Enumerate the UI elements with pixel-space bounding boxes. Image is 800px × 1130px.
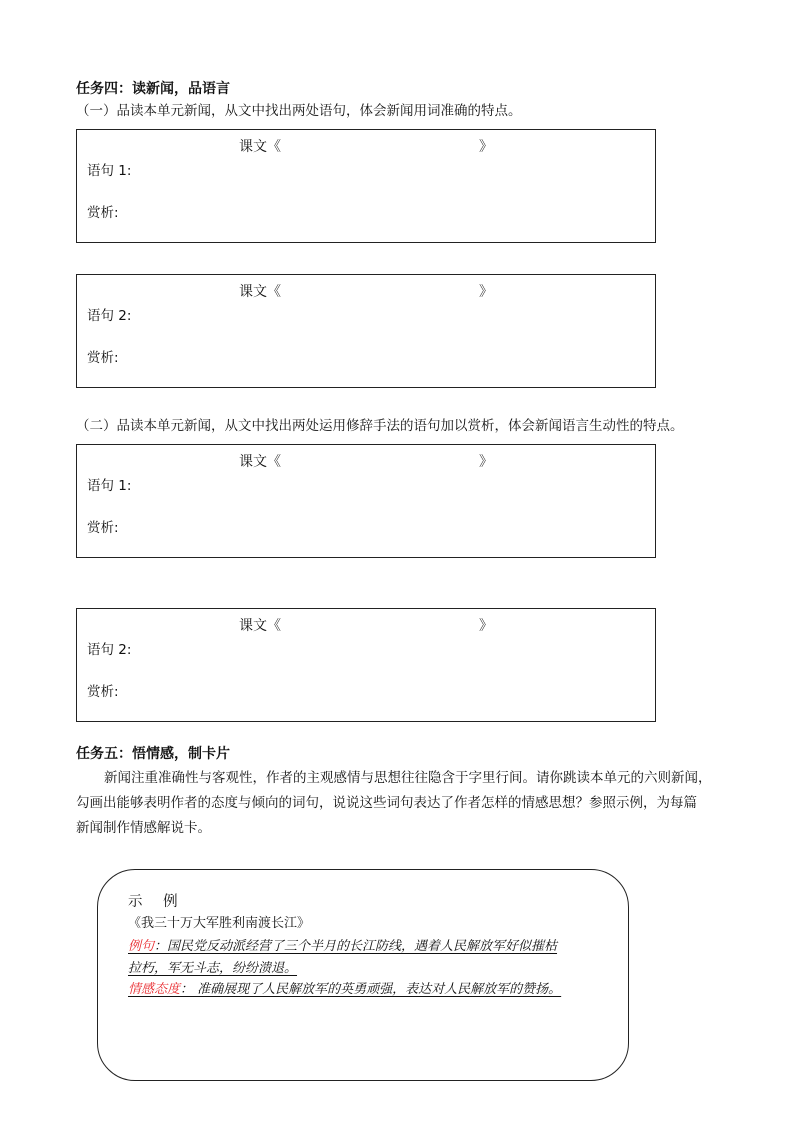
example-sentence-label: 例句 <box>128 939 155 954</box>
course-close: 》 <box>479 618 493 634</box>
answer-box-3 <box>76 444 656 558</box>
course-open: 课文《 <box>239 454 281 470</box>
task4-part1-intro: （一）品读本单元新闻，从文中找出两处语句，体会新闻用词准确的特点。 <box>76 103 522 119</box>
appreciation-label: 赏析: <box>87 684 119 700</box>
course-close: 》 <box>479 284 493 300</box>
example-card <box>97 869 629 1081</box>
answer-box-2 <box>76 274 656 388</box>
task5-title: 任务五：悟情感，制卡片 <box>76 746 230 762</box>
sentence-label: 语句 2: <box>87 642 132 658</box>
sentence-label: 语句 2: <box>87 308 132 324</box>
appreciation-label: 赏析: <box>87 350 119 366</box>
task5-body-line1: 新闻注重准确性与客观性，作者的主观感情与思想往往隐含于字里行间。请你跳读本单元的六则新闻， <box>104 770 712 786</box>
example-attitude-line <box>128 978 561 997</box>
task5-body-line2: 勾画出能够表明作者的态度与倾向的词句，说说这些词句表达了作者怎样的情感思想？参照示例，为每篇 <box>76 795 697 811</box>
answer-box-4 <box>76 608 656 722</box>
example-sentence-line2: 拉朽，军无斗志，纷纷溃退。 <box>128 961 298 976</box>
task4-title: 任务四：读新闻，品语言 <box>76 81 230 97</box>
task5-body-line3: 新闻制作情感解说卡。 <box>76 820 211 836</box>
example-sentence-line1 <box>128 935 557 954</box>
course-open: 课文《 <box>239 284 281 300</box>
course-open: 课文《 <box>239 139 281 155</box>
course-open: 课文《 <box>239 618 281 634</box>
example-sentence-text: ：国民党反动派经营了三个半月的长江防线，遇着人民解放军好似摧枯 <box>154 939 558 954</box>
course-close: 》 <box>479 454 493 470</box>
appreciation-label: 赏析: <box>87 205 119 221</box>
sentence-label: 语句 1: <box>87 478 132 494</box>
example-article-title: 《我三十万大军胜利南渡长江》 <box>128 916 311 931</box>
appreciation-label: 赏析: <box>87 520 119 536</box>
example-attitude-text: ： 准确展现了人民解放军的英勇顽强，表达对人民解放军的赞扬。 <box>180 982 562 997</box>
example-attitude-label: 情感态度 <box>128 982 181 997</box>
answer-box-1 <box>76 129 656 243</box>
task4-part2-intro: （二）品读本单元新闻，从文中找出两处运用修辞手法的语句加以赏析，体会新闻语言生动性的特点。 <box>76 418 684 434</box>
sentence-label: 语句 1: <box>87 163 132 179</box>
example-title: 示 例 <box>128 894 186 910</box>
course-close: 》 <box>479 139 493 155</box>
